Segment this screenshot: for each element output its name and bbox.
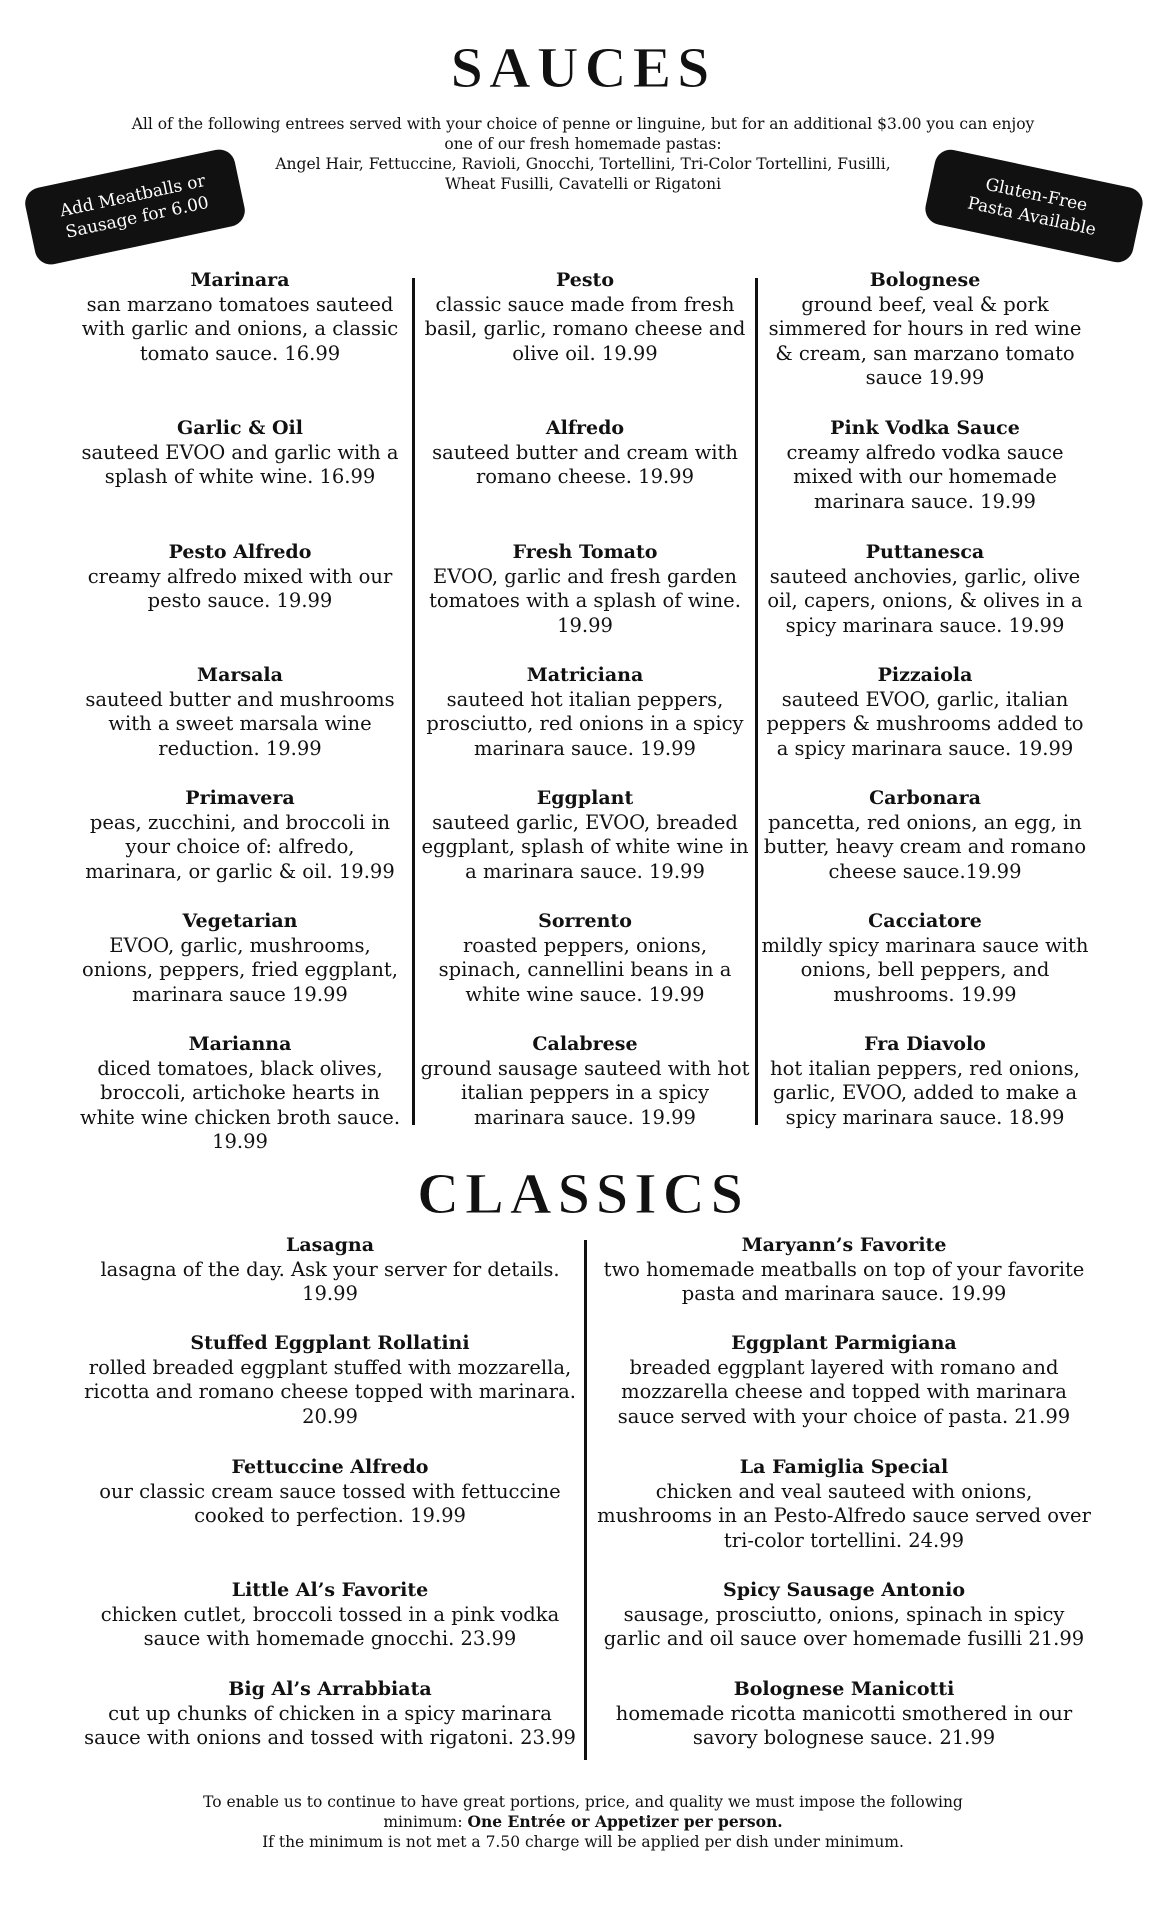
item-name: Fra Diavolo [864,1033,986,1055]
item-name: La Famiglia Special [739,1456,949,1478]
item-name: Pesto [555,269,614,291]
item-desc: creamy alfredo mixed with our pesto sauce. 19.99 [87,564,393,612]
menu-item [76,1032,404,1155]
menu-item [596,1331,1092,1429]
sauces-title: SAUCES [450,35,716,100]
menu-item [80,1455,580,1529]
item-desc: diced tomatoes, black olives, broccoli, artichoke hearts in white wine chicken broth sauce. 19.99 [79,1056,401,1153]
item-desc: sauteed garlic, EVOO, breaded eggplant, splash of white wine in a marinara sauce. 19.99 [421,810,749,883]
column-divider [584,1240,587,1760]
intro-line: Angel Hair, Fettuccine, Ravioli, Gnocchi, Tortellini, Tri-Color Tortellini, Fusilli, [275,155,891,173]
item-name: Big Al’s Arrabbiata [228,1678,432,1700]
menu-item [596,1578,1092,1652]
menu-item [760,268,1090,391]
item-name: Vegetarian [182,910,298,932]
item-desc: breaded eggplant layered with romano and mozzarella cheese and topped with marinara sauce served with your choice of pasta. 21.99 [617,1355,1071,1428]
classics-column-2 [596,1233,1092,1793]
item-desc: sauteed EVOO and garlic with a splash of white wine. 16.99 [81,440,399,488]
item-desc: ground sausage sauteed with hot italian peppers in a spicy marinara sauce. 19.99 [420,1056,750,1129]
menu-item [596,1233,1092,1307]
item-name: Garlic & Oil [177,417,303,439]
item-name: Marsala [197,664,283,686]
sauces-intro [100,114,1066,194]
menu-item [80,1233,580,1307]
menu-item [420,909,750,1007]
menu-item [596,1677,1092,1751]
column-divider [412,278,415,1125]
item-name: Alfredo [545,417,625,439]
item-name: Carbonara [869,787,981,809]
intro-line: one of our fresh homemade pastas: [444,135,722,153]
item-desc: chicken and veal sauteed with onions, mushrooms in an Pesto-Alfredo sauce served over tri-color tortellini. 24.99 [597,1479,1091,1552]
menu-item [76,909,404,1007]
column-divider [755,278,758,1125]
item-name: Stuffed Eggplant Rollatini [190,1332,470,1354]
item-name: Primavera [185,787,295,809]
item-desc: ground beef, veal & pork simmered for hours in red wine & cream, san marzano tomato sauce 19.99 [768,292,1082,389]
sauces-column-3 [760,268,1090,1168]
item-name: Matriciana [526,664,644,686]
menu-item [760,663,1090,761]
menu-item [76,268,404,366]
menu-item [420,540,750,638]
item-name: Lasagna [285,1234,375,1256]
menu-item [420,663,750,761]
item-desc: roasted peppers, onions, spinach, cannellini beans in a white wine sauce. 19.99 [438,933,732,1006]
item-desc: creamy alfredo vodka sauce mixed with our homemade marinara sauce. 19.99 [786,440,1064,513]
intro-line: All of the following entrees served with your choice of penne or linguine, but for an additional $3.00 you can enjoy [131,115,1035,133]
notice-line: If the minimum is not met a 7.50 charge will be applied per dish under minimum. [262,1833,904,1851]
minimum-notice [150,1792,1016,1852]
item-name: Eggplant [536,787,634,809]
item-desc: sausage, prosciutto, onions, spinach in spicy garlic and oil sauce over homemade fusilli 21.99 [603,1602,1085,1650]
item-name: Marianna [188,1033,292,1055]
intro-line: Wheat Fusilli, Cavatelli or Rigatoni [444,175,722,193]
item-desc: sauteed butter and mushrooms with a sweet marsala wine reduction. 19.99 [85,687,395,760]
item-desc: hot italian peppers, red onions, garlic, EVOO, added to make a spicy marinara sauce. 18.99 [770,1056,1080,1129]
item-desc: peas, zucchini, and broccoli in your choice of: alfredo, marinara, or garlic & oil. 19.99 [85,810,395,883]
notice-line: To enable us to continue to have great portions, price, and quality we must impose the following [203,1793,963,1811]
sauces-column-1 [76,268,404,1168]
item-desc: san marzano tomatoes sauteed with garlic and onions, a classic tomato sauce. 16.99 [81,292,399,365]
item-desc: our classic cream sauce tossed with fettuccine cooked to perfection. 19.99 [99,1479,561,1527]
menu-item [76,786,404,884]
menu-item [80,1677,580,1751]
item-name: Fresh Tomato [512,541,658,563]
item-desc: classic sauce made from fresh basil, garlic, romano cheese and olive oil. 19.99 [424,292,746,365]
item-desc: sauteed EVOO, garlic, italian peppers & mushrooms added to a spicy marinara sauce. 19.99 [766,687,1084,760]
item-name: Bolognese Manicotti [733,1678,955,1700]
menu-item [760,786,1090,884]
classics-title: CLASSICS [417,1161,749,1226]
item-desc: pancetta, red onions, an egg, in butter, heavy cream and romano cheese sauce.19.99 [763,810,1087,883]
item-desc: sauteed anchovies, garlic, olive oil, capers, onions, & olives in a spicy marinara sauce. 19.99 [767,564,1083,637]
item-name: Calabrese [532,1033,638,1055]
item-desc: lasagna of the day. Ask your server for details. 19.99 [100,1257,560,1305]
item-desc: EVOO, garlic, mushrooms, onions, peppers, fried eggplant, marinara sauce 19.99 [82,933,398,1006]
menu-item [760,909,1090,1007]
menu-item [760,540,1090,638]
menu-item [76,540,404,614]
item-name: Little Al’s Favorite [231,1579,429,1601]
menu-item [420,1032,750,1130]
item-name: Eggplant Parmigiana [731,1332,957,1354]
notice-prefix: minimum: [383,1813,468,1831]
item-name: Sorrento [538,910,632,932]
item-desc: homemade ricotta manicotti smothered in our savory bolognese sauce. 21.99 [615,1701,1073,1749]
item-desc: chicken cutlet, broccoli tossed in a pink vodka sauce with homemade gnocchi. 23.99 [100,1602,560,1650]
menu-item [80,1331,580,1429]
meatballs-badge-text: Add Meatballs or Sausage for 6.00 [58,171,211,243]
notice-line [150,1812,1016,1832]
item-desc: two homemade meatballs on top of your favorite pasta and marinara sauce. 19.99 [603,1257,1085,1305]
menu-item [760,416,1090,514]
item-name: Pink Vodka Sauce [830,417,1020,439]
item-name: Cacciatore [868,910,982,932]
menu-item [76,416,404,490]
item-name: Pesto Alfredo [168,541,312,563]
gluten-free-badge-text: Gluten-Free Pasta Available [965,174,1098,241]
item-desc: sauteed butter and cream with romano cheese. 19.99 [432,440,738,488]
classics-column-1 [80,1233,580,1793]
item-name: Spicy Sausage Antonio [723,1579,965,1601]
menu-item [760,1032,1090,1130]
item-name: Bolognese [869,269,981,291]
notice-emphasis: One Entrée or Appetizer per person. [467,1812,783,1831]
item-name: Maryann’s Favorite [741,1234,947,1256]
menu-item [420,268,750,366]
sauces-column-2 [420,268,750,1168]
item-desc: mildly spicy marinara sauce with onions, bell peppers, and mushrooms. 19.99 [761,933,1089,1006]
item-desc: sauteed hot italian peppers, prosciutto, red onions in a spicy marinara sauce. 19.99 [426,687,744,760]
menu-item [76,663,404,761]
item-name: Fettuccine Alfredo [231,1456,429,1478]
item-name: Pizzaiola [877,664,973,686]
menu-item [420,416,750,490]
item-name: Marinara [190,269,290,291]
item-desc: cut up chunks of chicken in a spicy marinara sauce with onions and tossed with rigatoni. 23.99 [84,1701,576,1749]
menu-item [80,1578,580,1652]
item-desc: EVOO, garlic and fresh garden tomatoes with a splash of wine. 19.99 [429,564,741,637]
item-name: Puttanesca [865,541,985,563]
item-desc: rolled breaded eggplant stuffed with mozzarella, ricotta and romano cheese topped with marinara. 20.99 [84,1355,576,1428]
menu-item [596,1455,1092,1553]
menu-item [420,786,750,884]
